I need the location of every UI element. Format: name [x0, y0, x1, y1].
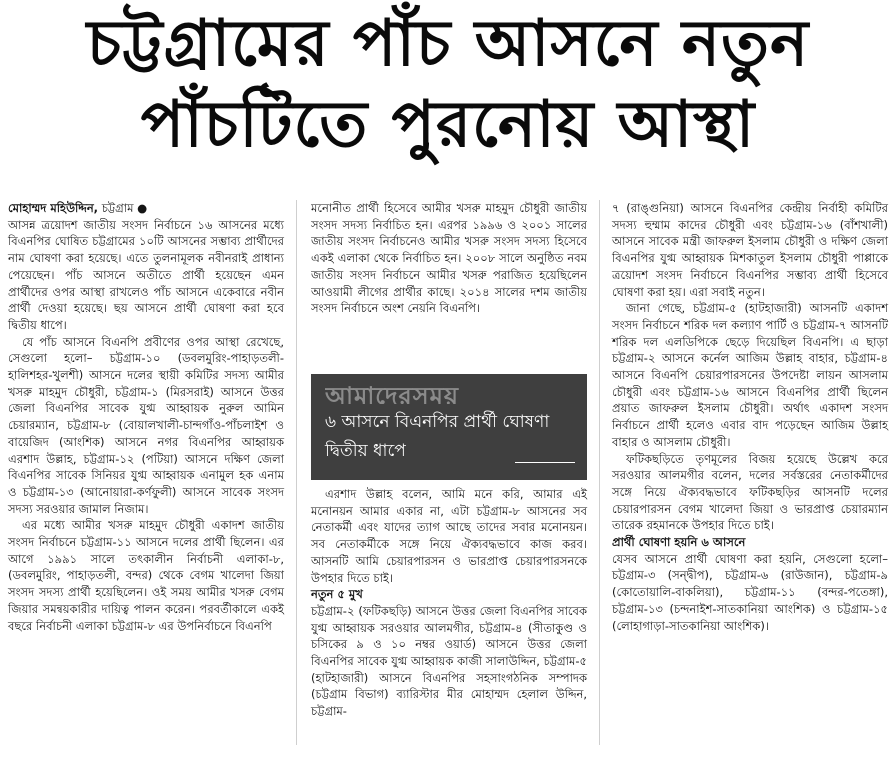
- column-divider: [599, 200, 600, 745]
- pull-quote-box: [311, 374, 587, 480]
- paragraph: আসন্ন ত্রয়োদশ জাতীয় সংসদ নির্বাচনে ১৬ আসনের মধ্যে বিএনপির ঘোষিত চট্টগ্রামের ১০টি আসনের সম্ভাব্য প্রার্থীদের নাম ঘোষণা করা হয়েছে। এতে তুলনামূলক নবীনরাই প্রাধান্য পেয়েছেন। পাঁচ আসনে অতীতে প্রার্থী হয়েছেন এমন প্রার্থীদের ওপর আস্থা রাখলেও পাঁচ আসনে একেবারে নবীন প্রার্থী দেওয়া হয়েছে। ছয় আসনে প্রার্থী ঘোষণা করা হবে দ্বিতীয় ধাপে।: [8, 217, 284, 332]
- paragraph: জানা গেছে, চট্টগ্রাম-৫ (হাটহাজারী) আসনটি একাদশ সংসদ নির্বাচনে শরিক দল কল্যাণ পার্টি ও চট্টগ্রাম-৭ আসনটি শরিক দল এলডিপিকে ছেড়ে দিয়েছিল বিএনপি। এ ছাড়া চট্টগ্রাম-২ আসনে কর্নেল আজিম উল্লাহ বাহার, চট্টগ্রাম-৪ আসনে বিএনপি চেয়ারপারসনের উপদেষ্টা লায়ন আসলাম চৌধুরী এবং চট্টগ্রাম-১৬ আসনে বিএনপির প্রার্থী ছিলেন প্রয়াত জাফরুল ইসলাম চৌধুরী। অর্থাৎ একাদশ সংসদ নির্বাচনে প্রার্থী হলেও এবার বাদ পড়েছেন আজিম উল্লাহ বাহার ও আসলাম চৌধুরী।: [612, 301, 888, 449]
- publication-watermark: আমাদেরসময়: [325, 382, 460, 404]
- article-column-1: [8, 200, 284, 634]
- headline-line-1: চট্টগ্রামের পাঁচ আসনে নতুন: [86, 7, 810, 81]
- subheading: নতুন ৫ মুখ: [311, 587, 363, 602]
- paragraph: এর মধ্যে আমীর খসরু মাহমুদ চৌধুরী একাদশ জাতীয় সংসদ নির্বাচনে চট্টগ্রাম-১১ আসনে দলের প্রার্থী ছিলেন। এর আগে ১৯৯১ সালে তৎকালীন নির্বাচনী এলাকা-৮, (ডবলমুরিং, পাহাড়তলী, বন্দর) থেকে বেগম খালেদা জিয়া সংসদ সদস্য প্রার্থী হয়েছিলেন। ওই সময় আমীর খসরু বেগম জিয়ার সমন্বয়কারীর দায়িত্ব পালন করেন। পরবর্তীকালে একই বছরে নির্বাচনী এলাকা চট্টগ্রাম-৮ এর উপনির্বাচনে বিএনপি: [8, 518, 284, 633]
- byline: [8, 200, 284, 217]
- paragraph: যে পাঁচ আসনে বিএনপি প্রবীণের ওপর আস্থা রেখেছে, সেগুলো হলো– চট্টগ্রাম-১০ (ডবলমুরিং-পাহাড়তলী-হালিশহর-খুলশী) আসনে দলের স্থায়ী কমিটির সদস্য আমীর খসরু মাহমুদ চৌধুরী, চট্টগ্রাম-১ (মিরসরাই) আসনে উত্তর জেলা বিএনপির সাবেক যুগ্ম আহ্বায়ক নুরুল আমিন চেয়ারম্যান, চট্টগ্রাম-৮ (বোয়ালখালী-চান্দগাঁও-পাঁচলাইশ ও বায়েজিদ (আংশিক) আসনে নগর বিএনপির আহ্বায়ক এরশাদ উল্লাহ, চট্টগ্রাম-১২ (পটিয়া) আসনে দক্ষিণ জেলা বিএনপির সাবেক সিনিয়র যুগ্ম আহ্বায়ক এনামুল হক এনাম ও চট্টগ্রাম-১৩ (আনোয়ারা-কর্ণফুলী) আসনে সাবেক সংসদ সদস্য সরওয়ার জামাল নিজাম।: [8, 334, 284, 516]
- paragraph: ফটিকছড়িতে তৃণমূলের বিজয় হয়েছে উল্লেখ করে সরওয়ার আলমগীর বলেন, দলের সর্বস্তরের নেতাকর্মীদের সঙ্গে নিয়ে ঐক্যবদ্ধভাবে ফটিকছড়ির আসনটি দলের চেয়ারপারসন বেগম খালেদা জিয়া ও ভারপ্রাপ্ত চেয়ারম্যান তারেক রহমানকে উপহার দিতে চাই।: [612, 451, 888, 533]
- byline-location: চট্টগ্রাম ●: [101, 201, 148, 215]
- article-column-2-bottom: [311, 486, 587, 720]
- article-column-2-top: [311, 200, 587, 370]
- byline-name: মোহাম্মদ মহিউদ্দিন,: [8, 201, 99, 215]
- pull-quote-text: ৬ আসনে বিএনপির প্রার্থী ঘোষণা দ্বিতীয় ধাপে: [325, 412, 550, 461]
- column-divider: [296, 200, 297, 745]
- paragraph: এরশাদ উল্লাহ বলেন, আমি মনে করি, আমার এই মনোনয়ন আমার একার না, এটা চট্টগ্রাম-৮ আসনের সব নেতাকর্মী এবং যাদের ত্যাগ আছে তাদের সবার মনোনয়ন। সব নেতাকর্মীকে সঙ্গে নিয়ে ঐক্যবদ্ধভাবে কাজ করব। আসনটি আমি চেয়ারপারসন ও ভারপ্রাপ্ত চেয়ারপারসনকে উপহার দিতে চাই।: [311, 487, 587, 585]
- headline-line-2: পাঁচটিতে পুরনোয় আস্থা: [140, 88, 756, 162]
- paragraph: ৭ (রাঙ্গুনিয়া) আসনে বিএনপির কেন্দ্রীয় নির্বাহী কমিটির সদস্য হুম্মাম কাদের চৌধুরী এবং চট্টগ্রাম-১৬ (বাঁশখালী) আসনে সাবেক মন্ত্রী জাফরুল ইসলাম চৌধুরী ও দক্ষিণ জেলা বিএনপির যুগ্ম আহ্বায়ক মিশকাতুল ইসলাম চৌধুরী পাপ্পাকে ত্রয়োদশ সংসদ নির্বাচনে বিএনপির সম্ভাব্য প্রার্থী হিসেবে ঘোষণা করা হয়। এরা সবাই নতুন।: [612, 201, 888, 299]
- paragraph: মনোনীত প্রার্থী হিসেবে আমীর খসরু মাহমুদ চৌধুরী জাতীয় সংসদ সদস্য নির্বাচিত হন। এরপর ১৯৯৬ ও ২০০১ সালের জাতীয় সংসদ নির্বাচনেও আমীর খসরু সংসদ সদস্য হিসেবে একই এলাকা থেকে নির্বাচিত হন। ২০০৮ সালে অনুষ্ঠিত নবম জাতীয় সংসদ নির্বাচনে আমীর খসরু পরাজিত হয়েছিলেন আওয়ামী লীগের প্রার্থীর কাছে। ২০১৪ সালের দশম জাতীয় সংসদ নির্বাচনে অংশ নেয়নি বিএনপি।: [311, 201, 587, 316]
- pull-quote-underline: [515, 462, 575, 463]
- paragraph: চট্টগ্রাম-২ (ফটিকছড়ি) আসনে উত্তর জেলা বিএনপির সাবেক যুগ্ম আহ্বায়ক সরওয়ার আলমগীর, চট্টগ্রাম-৪ (সীতাকুণ্ড ও চসিকের ৯ ও ১০ নম্বর ওয়ার্ড) আসনে উত্তর জেলা বিএনপির সাবেক যুগ্ম আহ্বায়ক কাজী সালাউদ্দিন, চট্টগ্রাম-৫ (হাটহাজারী) আসনে বিএনপির সহসাংগঠনিক সম্পাদক (চট্টগ্রাম বিভাগ) ব্যারিস্টার মীর মোহাম্মদ হেলাল উদ্দিন, চট্টগ্রাম-: [311, 603, 587, 719]
- article-column-3: [612, 200, 888, 634]
- paragraph: যেসব আসনে প্রার্থী ঘোষণা করা হয়নি, সেগুলো হলো– চট্টগ্রাম-৩ (সন্দ্বীপ), চট্টগ্রাম-৬ (রাউজান), চট্টগ্রাম-৯ (কোতোয়ালি-বাকলিয়া), চট্টগ্রাম-১১ (বন্দর-পতেঙ্গা), চট্টগ্রাম-১৩ (চন্দনাইশ-সাতকানিয়া আংশিক) ও চট্টগ্রাম-১৫ (লোহাগাড়া-সাতকানিয়া আংশিক)।: [612, 551, 888, 633]
- subheading: প্রার্থী ঘোষণা হয়নি ৬ আসনে: [612, 535, 746, 550]
- headline: [0, 6, 896, 168]
